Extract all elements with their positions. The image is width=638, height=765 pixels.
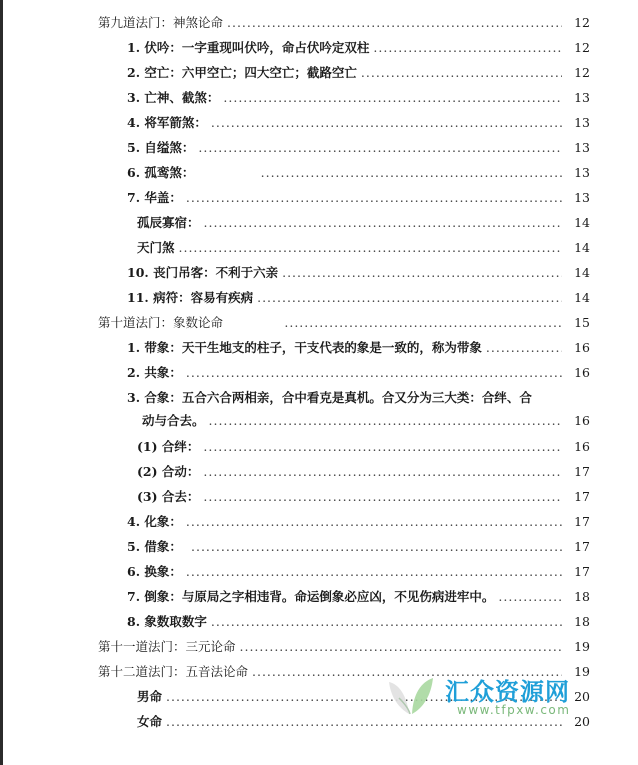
- toc-entry[interactable]: [127, 137, 590, 157]
- leader-dots: [186, 365, 562, 380]
- toc-entry-label: 第十道法门：象数论命: [98, 315, 224, 330]
- toc-entry[interactable]: [137, 212, 590, 232]
- toc-entry-page: 19: [574, 663, 590, 679]
- toc-entry[interactable]: [127, 112, 590, 132]
- toc-entry-page: 16: [574, 412, 590, 428]
- toc-entry-label: 3. 合象：五合六合两相亲，合中看克是真机。合又分为三大类：合绊、合: [127, 390, 532, 405]
- toc-entry-label: 动与合去。: [142, 413, 205, 428]
- toc-entry-page: 18: [574, 588, 590, 604]
- toc-entry-label: 7. 华盖：: [127, 190, 182, 205]
- toc-entry-label: 4. 将军箭煞：: [127, 115, 207, 130]
- leader-dots: [186, 190, 562, 205]
- toc-entry[interactable]: [127, 586, 590, 606]
- leader-dots: [191, 539, 562, 554]
- toc-entry[interactable]: [127, 287, 590, 307]
- leader-dots: [203, 439, 562, 454]
- page-edge-rule: [0, 0, 3, 765]
- leader-dots: [211, 115, 562, 130]
- toc-entry-label: 孤辰寡宿：: [137, 215, 200, 230]
- toc-entry-label: 6. 换象：: [127, 564, 182, 579]
- toc-entry-label: 4. 化象：: [127, 514, 182, 529]
- toc-entry[interactable]: [127, 187, 590, 207]
- toc-entry-page: 20: [574, 688, 590, 704]
- toc-entry-page: 13: [574, 189, 590, 205]
- leader-dots: [486, 340, 562, 355]
- leader-dots: [198, 140, 562, 155]
- toc-entry[interactable]: [137, 461, 590, 481]
- toc-entry[interactable]: [127, 536, 590, 556]
- toc-entry[interactable]: [137, 436, 590, 456]
- toc-entry-page: 16: [574, 364, 590, 380]
- toc-entry-page: 14: [574, 289, 590, 305]
- toc-entry-page: 14: [574, 264, 590, 280]
- toc-entry-page: 13: [574, 164, 590, 180]
- toc-entry-label: 7. 倒象：与原局之字相违背。命运倒象必应凶，不见伤病进牢中。: [127, 589, 495, 604]
- leader-dots: [223, 90, 562, 105]
- toc-entry-label: 女命: [137, 714, 163, 729]
- toc-entry-label: 6. 孤鸾煞：: [127, 165, 195, 180]
- toc-entry-page: 12: [574, 39, 590, 55]
- watermark: [385, 672, 635, 722]
- leader-dots: [498, 589, 562, 604]
- toc-entry-label: 第九道法门：神煞论命: [98, 15, 224, 30]
- toc-entry-label: 1. 带象：天干生地支的柱子，干支代表的象是一致的，称为带象: [127, 340, 482, 355]
- toc-entry-label: 第十二道法门：五音法论命: [98, 664, 249, 679]
- toc-entry[interactable]: [127, 611, 590, 631]
- toc-entry[interactable]: [98, 12, 590, 32]
- toc-entry[interactable]: [142, 410, 590, 430]
- leader-dots: [211, 614, 562, 629]
- toc-entry-label: 5. 自缢煞：: [127, 140, 195, 155]
- leader-dots: [204, 215, 562, 230]
- toc-entry[interactable]: [127, 337, 590, 357]
- toc-entry[interactable]: [137, 237, 590, 257]
- toc-entry-label: 2. 空亡：六甲空亡；四大空亡；截路空亡: [127, 65, 357, 80]
- toc-entry-page: 16: [574, 438, 590, 454]
- toc-entry-page: 13: [574, 114, 590, 130]
- toc-entry[interactable]: [127, 62, 590, 82]
- toc-entry-page: 13: [574, 89, 590, 105]
- toc-entry-label: 1. 伏吟：一字重现叫伏吟，命占伏吟定双柱: [127, 40, 370, 55]
- leader-dots: [257, 290, 562, 305]
- leader-dots: [186, 514, 562, 529]
- toc-entry-label: (2) 合动：: [137, 464, 200, 479]
- toc-entry-label: 第十一道法门：三元论命: [98, 639, 236, 654]
- toc-entry-page: 17: [574, 488, 590, 504]
- toc-entry[interactable]: [127, 387, 590, 407]
- leader-dots: [373, 40, 562, 55]
- leaf-logo-icon: [385, 674, 437, 718]
- leader-dots: [361, 65, 562, 80]
- toc-entry[interactable]: [127, 162, 590, 182]
- toc-entry-page: 14: [574, 239, 590, 255]
- toc-entry[interactable]: [127, 262, 590, 282]
- toc-entry-page: 20: [574, 713, 590, 729]
- toc-entry[interactable]: [98, 312, 590, 332]
- leader-dots: [261, 165, 562, 180]
- toc-entry-page: 18: [574, 613, 590, 629]
- toc-entry-label: 10. 丧门吊客：不利于六亲: [127, 265, 279, 280]
- leader-dots: [186, 564, 562, 579]
- leader-dots: [227, 15, 562, 30]
- leader-dots: [240, 639, 562, 654]
- toc-entry-label: 2. 共象：: [127, 365, 182, 380]
- toc-entry[interactable]: [127, 511, 590, 531]
- toc-entry-label: 3. 亡神、截煞：: [127, 90, 220, 105]
- watermark-url: www.tfpxw.com: [457, 703, 571, 717]
- toc-entry-page: 19: [574, 638, 590, 654]
- toc-entry-label: 男命: [137, 689, 163, 704]
- leader-dots: [179, 240, 562, 255]
- leader-dots: [209, 413, 562, 428]
- toc-entry-page: 17: [574, 513, 590, 529]
- toc-entry[interactable]: [127, 561, 590, 581]
- toc-entry-page: 13: [574, 139, 590, 155]
- toc-entry[interactable]: [98, 636, 590, 656]
- toc-entry-label: (1) 合绊：: [137, 439, 200, 454]
- toc-entry[interactable]: [137, 486, 590, 506]
- toc-entry-label: 天门煞: [137, 240, 175, 255]
- toc-entry-label: 8. 象数取数字: [127, 614, 207, 629]
- leader-dots: [284, 315, 562, 330]
- toc-entry-page: 15: [574, 314, 590, 330]
- toc-entry-page: 16: [574, 339, 590, 355]
- leader-dots: [282, 265, 562, 280]
- toc-entry-page: 17: [574, 463, 590, 479]
- toc-entry[interactable]: [127, 87, 590, 107]
- leader-dots: [203, 489, 562, 504]
- toc-entry-page: 17: [574, 563, 590, 579]
- toc-entry[interactable]: [127, 362, 590, 382]
- toc-entry-page: 14: [574, 214, 590, 230]
- watermark-name: 汇众资源网: [445, 678, 570, 706]
- toc-entry-page: 12: [574, 64, 590, 80]
- toc-entry-label: (3) 合去：: [137, 489, 200, 504]
- toc-entry-label: 11. 病符：容易有疾病: [127, 290, 254, 305]
- toc-entry-page: 12: [574, 14, 590, 30]
- leader-dots: [203, 464, 562, 479]
- toc-entry-page: 17: [574, 538, 590, 554]
- toc-entry-label: 5. 借象：: [127, 539, 182, 554]
- toc-entry[interactable]: [127, 37, 590, 57]
